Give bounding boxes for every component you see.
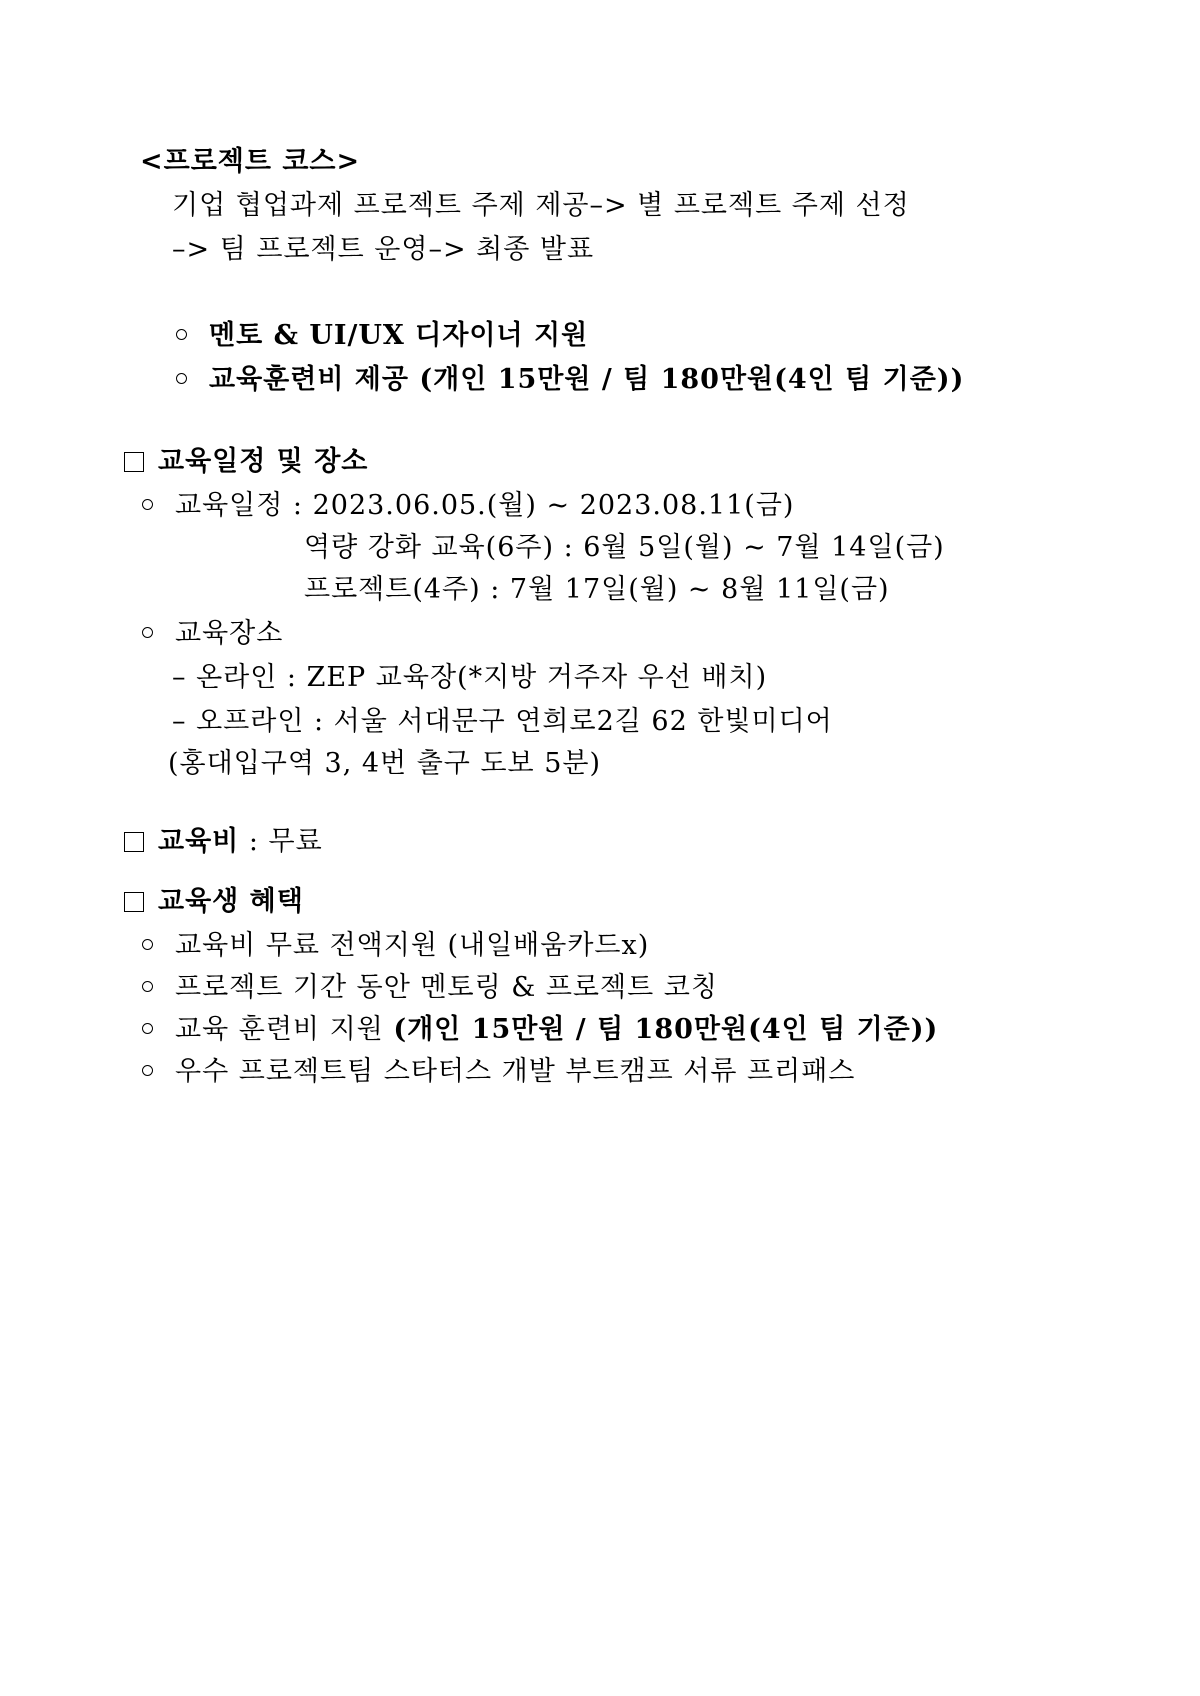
place-online: – 온라인 : ZEP 교육장(*지방 거주자 우선 배치) xyxy=(172,662,768,693)
benefits-heading xyxy=(124,884,304,920)
schedule-period-text: 교육일정 : 2023.06.05.(월) ~ 2023.08.11(금) xyxy=(175,490,795,521)
place-directions: (홍대입구역 3, 4번 출구 도보 5분) xyxy=(168,748,601,779)
circle-bullet-icon xyxy=(142,1023,153,1034)
circle-bullet-icon xyxy=(142,981,153,992)
benefit-item-text: 우수 프로젝트팀 스타터스 개발 부트캠프 서류 프리패스 xyxy=(175,1056,856,1087)
checkbox-square-icon xyxy=(124,452,144,472)
benefit-item xyxy=(142,970,718,1006)
benefit-item-bold-text: (개인 15만원 / 팀 180만원(4인 팀 기준)) xyxy=(393,1014,939,1045)
project-bullet-text: 멘토 & UI/UX 디자이너 지원 xyxy=(209,320,589,351)
project-bullet-text: 교육훈련비 제공 (개인 15만원 / 팀 180만원(4인 팀 기준)) xyxy=(209,364,965,395)
benefit-item xyxy=(142,928,649,964)
project-bullet xyxy=(176,362,964,398)
circle-bullet-icon xyxy=(142,627,153,638)
checkbox-square-icon xyxy=(124,832,144,852)
fee-line xyxy=(124,824,323,860)
project-bullet xyxy=(176,318,588,354)
checkbox-square-icon xyxy=(124,892,144,912)
circle-bullet-icon xyxy=(142,1065,153,1076)
schedule-heading xyxy=(124,444,368,480)
place-offline: – 오프라인 : 서울 서대문구 연희로2길 62 한빛미디어 xyxy=(172,706,833,737)
project-course-title: <프로젝트 코스> xyxy=(140,146,361,177)
fee-value: : 무료 xyxy=(239,826,323,857)
benefit-item xyxy=(142,1054,855,1090)
project-course-flow-line2: –> 팀 프로젝트 운영–> 최종 발표 xyxy=(172,234,595,265)
circle-bullet-icon xyxy=(176,329,187,340)
circle-bullet-icon xyxy=(176,373,187,384)
schedule-period xyxy=(142,488,794,524)
schedule-phase2: 프로젝트(4주) : 7월 17일(월) ~ 8월 11일(금) xyxy=(304,574,890,605)
project-course-flow-line1: 기업 협업과제 프로젝트 주제 제공–> 별 프로젝트 주제 선정 xyxy=(172,190,910,221)
place-label-text: 교육장소 xyxy=(175,618,284,649)
fee-heading: 교육비 xyxy=(158,826,240,857)
benefit-item-text: 교육비 무료 전액지원 (내일배움카드x) xyxy=(175,930,650,961)
benefits-heading-text: 교육생 혜택 xyxy=(158,886,304,917)
benefit-item xyxy=(142,1012,938,1048)
schedule-phase1: 역량 강화 교육(6주) : 6월 5일(월) ~ 7월 14일(금) xyxy=(304,532,945,563)
place-label xyxy=(142,616,283,652)
circle-bullet-icon xyxy=(142,939,153,950)
schedule-heading-text: 교육일정 및 장소 xyxy=(158,446,369,477)
benefit-item-text: 프로젝트 기간 동안 멘토링 & 프로젝트 코칭 xyxy=(175,972,718,1003)
benefit-item-text: 교육 훈련비 지원 xyxy=(175,1014,394,1045)
circle-bullet-icon xyxy=(142,499,153,510)
